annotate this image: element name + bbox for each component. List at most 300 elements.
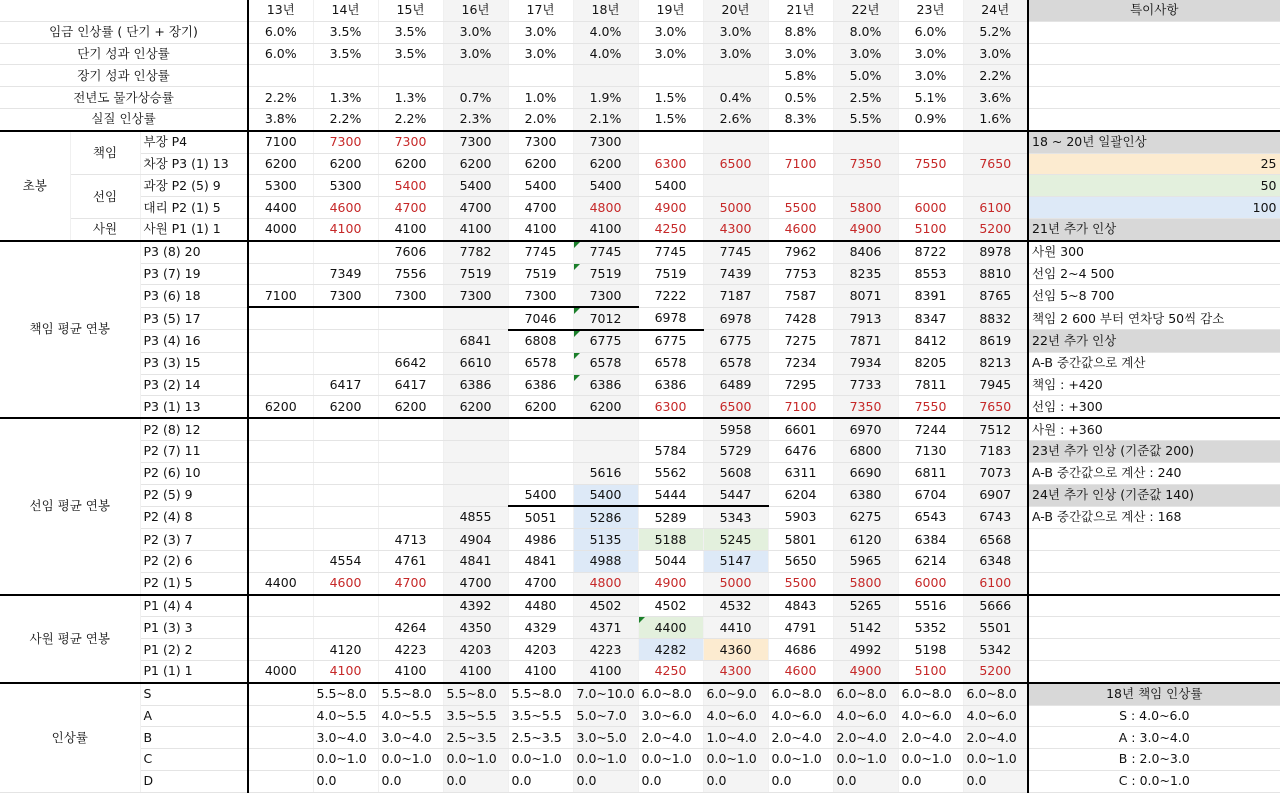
remark-cell [1028,43,1280,65]
value-cell: 4392 [443,595,508,617]
value-cell: 4250 [638,660,703,682]
value-cell: 4203 [443,639,508,661]
value-cell: 5616 [573,462,638,484]
value-cell [508,440,573,462]
value-cell: 5784 [638,440,703,462]
value-cell: 4855 [443,506,508,528]
value-cell: 2.0~4.0 [833,727,898,749]
value-cell: 4100 [313,218,378,240]
value-cell [248,307,313,330]
value-cell: 7100 [248,131,313,153]
value-cell: 0.0~1.0 [638,749,703,771]
value-cell: 7300 [508,131,573,153]
value-cell: 3.5% [378,21,443,43]
summary-label: 임금 인상률 ( 단기 + 장기) [0,21,248,43]
value-cell: 5.5~8.0 [508,683,573,705]
row-label: P2 (5) 9 [140,484,248,506]
value-cell: 6.0% [248,21,313,43]
remark-cell: 24년 추가 인상 (기준값 140) [1028,484,1280,506]
value-cell: 7300 [573,131,638,153]
value-cell: 8619 [963,330,1028,352]
value-cell: 6610 [443,352,508,374]
value-cell: 8722 [898,241,963,263]
value-cell: 6578 [573,352,638,374]
value-cell: 4986 [508,529,573,551]
value-cell: 4900 [638,572,703,594]
value-cell: 6100 [963,197,1028,219]
value-cell: 1.0~4.0 [703,727,768,749]
value-cell: 4843 [768,595,833,617]
group-label: 인상률 [0,683,140,792]
value-cell: 2.0~4.0 [768,727,833,749]
value-cell: 0.0~1.0 [313,749,378,771]
value-cell: 7300 [573,285,638,307]
row-label: P3 (8) 20 [140,241,248,263]
value-cell [248,418,313,440]
remark-cell: 21년 추가 인상 [1028,218,1280,240]
value-cell: 7512 [963,418,1028,440]
year-header: 18년 [573,0,638,21]
value-cell: 7519 [638,263,703,285]
value-cell [248,330,313,352]
value-cell: 0.9% [898,108,963,130]
value-cell: 6642 [378,352,443,374]
value-cell: 7300 [378,131,443,153]
value-cell: 0.0~1.0 [573,749,638,771]
value-cell: 8235 [833,263,898,285]
value-cell: 6907 [963,484,1028,506]
value-cell: 6386 [508,374,573,396]
value-cell: 5200 [963,660,1028,682]
value-cell: 6970 [833,418,898,440]
value-cell: 7046 [508,307,573,330]
value-cell [248,440,313,462]
year-header: 17년 [508,0,573,21]
value-cell: 5516 [898,595,963,617]
remark-cell: 사원 : +360 [1028,418,1280,440]
value-cell [768,131,833,153]
row-label: P2 (3) 7 [140,529,248,551]
value-cell: 6348 [963,550,1028,572]
value-cell: 4.0~5.5 [378,705,443,727]
value-cell: 8553 [898,263,963,285]
value-cell: 4480 [508,595,573,617]
row-label: P3 (4) 16 [140,330,248,352]
value-cell: 4264 [378,617,443,639]
value-cell: 0.7% [443,87,508,109]
value-cell: 6690 [833,462,898,484]
value-cell: 6978 [703,307,768,330]
value-cell: 6.0~8.0 [963,683,1028,705]
value-cell: 4900 [833,218,898,240]
row-label: P1 (1) 1 [140,660,248,682]
corner-cell [0,0,248,21]
value-cell: 8978 [963,241,1028,263]
value-cell: 5342 [963,639,1028,661]
row-label: P1 (3) 3 [140,617,248,639]
value-cell: 2.0~4.0 [963,727,1028,749]
value-cell: 4600 [768,218,833,240]
value-cell [443,462,508,484]
value-cell: 0.0~1.0 [898,749,963,771]
value-cell: 6275 [833,506,898,528]
year-header: 14년 [313,0,378,21]
value-cell: 6489 [703,374,768,396]
value-cell [313,440,378,462]
value-cell [703,65,768,87]
value-cell: 4282 [638,639,703,661]
remark-cell: A-B 중간값으로 계산 : 168 [1028,506,1280,528]
remark-cell [1028,529,1280,551]
value-cell: 4988 [573,550,638,572]
value-cell: 3.6% [963,87,1028,109]
value-cell: 5.5~8.0 [443,683,508,705]
remark-cell: 100 [1028,197,1280,219]
value-cell [313,241,378,263]
value-cell: 0.0 [768,770,833,792]
value-cell: 7550 [898,153,963,175]
value-cell: 5265 [833,595,898,617]
value-cell [248,529,313,551]
value-cell: 4600 [768,660,833,682]
value-cell: 7871 [833,330,898,352]
value-cell: 4.0% [573,21,638,43]
value-cell: 6100 [963,572,1028,594]
value-cell: 0.0~1.0 [833,749,898,771]
sub-group-label: 책임 [70,131,140,175]
value-cell [638,418,703,440]
row-label: 차장 P3 (1) 13 [140,153,248,175]
value-cell: 5903 [768,506,833,528]
remark-cell: 사원 300 [1028,241,1280,263]
remark-cell: 18 ~ 20년 일괄인상 [1028,131,1280,153]
value-cell: 7962 [768,241,833,263]
value-cell: 3.0% [638,21,703,43]
value-cell: 4223 [378,639,443,661]
value-cell: 5051 [508,506,573,528]
value-cell: 6386 [443,374,508,396]
value-cell: 6578 [638,352,703,374]
value-cell [378,506,443,528]
value-cell: 7012 [573,307,638,330]
value-cell: 5300 [313,175,378,197]
remark-cell [1028,87,1280,109]
value-cell [378,307,443,330]
value-cell: 5.5~8.0 [378,683,443,705]
value-cell: 5447 [703,484,768,506]
value-cell [313,330,378,352]
value-cell: 7913 [833,307,898,330]
value-cell: 7350 [833,153,898,175]
value-cell [638,65,703,87]
value-cell: 8406 [833,241,898,263]
value-cell: 6775 [573,330,638,352]
value-cell: 6200 [313,153,378,175]
value-cell: 5200 [963,218,1028,240]
value-cell: 7550 [898,396,963,418]
value-cell [508,65,573,87]
value-cell [963,175,1028,197]
value-cell: 6978 [638,307,703,330]
value-cell: 3.5~5.5 [508,705,573,727]
value-cell: 6743 [963,506,1028,528]
value-cell: 4.0~6.0 [703,705,768,727]
value-cell: 6.0~8.0 [638,683,703,705]
value-cell: 4.0~6.0 [898,705,963,727]
value-cell: 6800 [833,440,898,462]
value-cell: 6200 [248,153,313,175]
value-cell: 6.0~9.0 [703,683,768,705]
value-cell: 7073 [963,462,1028,484]
value-cell: 4992 [833,639,898,661]
value-cell: 7300 [313,131,378,153]
value-cell: 5289 [638,506,703,528]
value-cell: 6200 [378,396,443,418]
value-cell: 7811 [898,374,963,396]
value-cell: 5562 [638,462,703,484]
value-cell: 3.0% [508,43,573,65]
value-cell: 4223 [573,639,638,661]
value-cell [248,639,313,661]
remark-cell [1028,595,1280,617]
value-cell: 6300 [638,396,703,418]
value-cell: 0.5% [768,87,833,109]
value-cell: 3.5% [313,21,378,43]
value-cell [573,418,638,440]
value-cell [248,770,313,792]
value-cell: 5.0% [833,65,898,87]
value-cell: 5.2% [963,21,1028,43]
value-cell: 3.8% [248,108,313,130]
value-cell: 6200 [508,153,573,175]
value-cell [378,462,443,484]
value-cell: 5044 [638,550,703,572]
value-cell: 7350 [833,396,898,418]
value-cell: 3.0% [898,65,963,87]
value-cell: 8765 [963,285,1028,307]
value-cell: 0.0~1.0 [508,749,573,771]
value-cell: 8.0% [833,21,898,43]
value-cell: 5343 [703,506,768,528]
group-label: 책임 평균 연봉 [0,241,140,418]
value-cell: 0.0 [378,770,443,792]
value-cell: 2.5% [833,87,898,109]
value-cell [248,683,313,705]
remark-cell: 23년 추가 인상 (기준값 200) [1028,440,1280,462]
value-cell: 5500 [768,572,833,594]
value-cell [248,506,313,528]
value-cell: 7.0~10.0 [573,683,638,705]
value-cell: 7587 [768,285,833,307]
value-cell [378,440,443,462]
value-cell: 6000 [898,197,963,219]
value-cell: 4700 [378,572,443,594]
value-cell [573,65,638,87]
value-cell [248,705,313,727]
value-cell [898,175,963,197]
value-cell: 6775 [638,330,703,352]
value-cell: 5198 [898,639,963,661]
value-cell [313,506,378,528]
value-cell: 7187 [703,285,768,307]
value-cell: 8412 [898,330,963,352]
value-cell [768,175,833,197]
value-cell: 6.0~8.0 [768,683,833,705]
value-cell: 6500 [703,153,768,175]
value-cell: 0.0 [443,770,508,792]
value-cell: 4686 [768,639,833,661]
value-cell: 7733 [833,374,898,396]
row-label: 사원 P1 (1) 1 [140,218,248,240]
value-cell [508,462,573,484]
value-cell: 4800 [573,197,638,219]
remark-cell [1028,572,1280,594]
row-label: 과장 P2 (5) 9 [140,175,248,197]
value-cell: 6704 [898,484,963,506]
value-cell: 7295 [768,374,833,396]
value-cell: 4841 [443,550,508,572]
summary-label: 장기 성과 인상률 [0,65,248,87]
value-cell: 5801 [768,529,833,551]
value-cell: 6417 [313,374,378,396]
summary-label: 실질 인상률 [0,108,248,130]
value-cell: 2.0~4.0 [638,727,703,749]
value-cell: 7428 [768,307,833,330]
value-cell [638,131,703,153]
value-cell: 6.0~8.0 [833,683,898,705]
value-cell: 4120 [313,639,378,661]
value-cell: 3.0~5.0 [573,727,638,749]
value-cell: 7519 [573,263,638,285]
remark-cell [1028,21,1280,43]
value-cell: 8071 [833,285,898,307]
value-cell: 3.0~4.0 [313,727,378,749]
value-cell: 5500 [768,197,833,219]
value-cell: 1.9% [573,87,638,109]
value-cell: 2.5~3.5 [508,727,573,749]
remark-cell [1028,660,1280,682]
value-cell: 4400 [248,572,313,594]
value-cell: 4502 [573,595,638,617]
row-label: P2 (7) 11 [140,440,248,462]
value-cell: 4791 [768,617,833,639]
value-cell: 0.4% [703,87,768,109]
value-cell: 5400 [573,484,638,506]
year-header: 13년 [248,0,313,21]
group-label: 사원 평균 연봉 [0,595,140,683]
value-cell: 4713 [378,529,443,551]
value-cell: 4554 [313,550,378,572]
value-cell: 4203 [508,639,573,661]
value-cell: 4100 [378,218,443,240]
value-cell: 4800 [573,572,638,594]
value-cell: 7100 [248,285,313,307]
value-cell [378,595,443,617]
remark-cell: 50 [1028,175,1280,197]
value-cell: 0.0 [638,770,703,792]
value-cell: 5.8% [768,65,833,87]
value-cell [703,131,768,153]
row-label: P3 (1) 13 [140,396,248,418]
value-cell: 1.6% [963,108,1028,130]
value-cell: 4250 [638,218,703,240]
remark-cell [1028,639,1280,661]
value-cell: 8391 [898,285,963,307]
value-cell: 7300 [378,285,443,307]
value-cell: 7275 [768,330,833,352]
year-header: 22년 [833,0,898,21]
sub-group-label: 사원 [70,218,140,240]
remark-cell: A-B 중간값으로 계산 [1028,352,1280,374]
value-cell: 6578 [703,352,768,374]
value-cell [248,374,313,396]
row-label: P1 (4) 4 [140,595,248,617]
value-cell [313,352,378,374]
value-cell: 4.0~6.0 [963,705,1028,727]
remark-cell: 책임 : +420 [1028,374,1280,396]
value-cell: 3.0~4.0 [378,727,443,749]
value-cell: 2.1% [573,108,638,130]
value-cell: 2.2% [378,108,443,130]
remark-cell: 22년 추가 인상 [1028,330,1280,352]
value-cell: 3.0% [443,43,508,65]
row-label: S [140,683,248,705]
value-cell: 0.0 [573,770,638,792]
value-cell: 6204 [768,484,833,506]
value-cell [378,484,443,506]
value-cell: 0.0~1.0 [768,749,833,771]
value-cell: 7745 [638,241,703,263]
value-cell: 4400 [248,197,313,219]
value-cell: 7300 [313,285,378,307]
value-cell: 4410 [703,617,768,639]
value-cell: 7945 [963,374,1028,396]
group-label: 초봉 [0,131,70,241]
value-cell: 4400 [638,617,703,639]
value-cell: 1.3% [378,87,443,109]
value-cell: 3.0% [833,43,898,65]
remark-cell [1028,108,1280,130]
value-cell [963,131,1028,153]
value-cell: 6.0% [248,43,313,65]
value-cell: 6386 [573,374,638,396]
remark-cell: S : 4.0~6.0 [1028,705,1280,727]
value-cell: 5188 [638,529,703,551]
value-cell: 6841 [443,330,508,352]
value-cell: 3.0% [768,43,833,65]
value-cell: 6601 [768,418,833,440]
value-cell [248,241,313,263]
year-header: 24년 [963,0,1028,21]
remark-cell: 25 [1028,153,1280,175]
value-cell: 4360 [703,639,768,661]
value-cell: 2.6% [703,108,768,130]
value-cell [313,484,378,506]
value-cell: 8810 [963,263,1028,285]
value-cell: 7300 [508,285,573,307]
value-cell [703,175,768,197]
remarks-header: 특이사항 [1028,0,1280,21]
value-cell: 7606 [378,241,443,263]
value-cell: 7782 [443,241,508,263]
value-cell: 7745 [703,241,768,263]
value-cell: 4502 [638,595,703,617]
value-cell: 7349 [313,263,378,285]
value-cell: 6500 [703,396,768,418]
value-cell: 5729 [703,440,768,462]
value-cell: 5352 [898,617,963,639]
value-cell: 5965 [833,550,898,572]
